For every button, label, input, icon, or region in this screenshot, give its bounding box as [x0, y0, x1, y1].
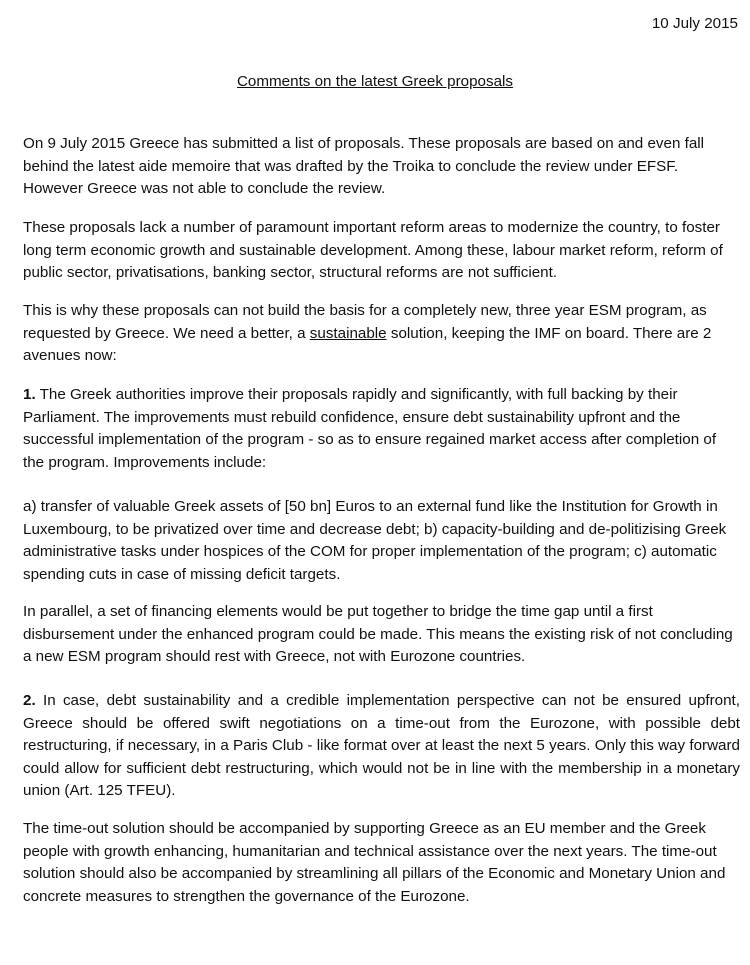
avenue-2-text: In case, debt sustainability and a credible implementation perspective can not be ensured upfront, Greece should be offered swift negotiations on a time-out from the Eurozone, with possible debt restructuring, if necessary, in a Paris Club - like format over at least the next 5 years. Only this way forward could allow for sufficient debt restructuring, which would not be in line with the membership in a monetary union (Art. 125 TFEU).	[23, 692, 740, 800]
paragraph-intro: On 9 July 2015 Greece has submitted a list of proposals. These proposals are based on and even fall behind the latest aide memoire that was drafted by the Troika to conclude the review under EFSF. However Greece was not able to conclude the review.	[23, 135, 705, 198]
document-title: Comments on the latest Greek proposals	[236, 73, 514, 90]
underlined-sustainable: sustainable	[309, 324, 387, 342]
avenue-1-number: 1.	[23, 386, 36, 403]
document-date: 10 July 2015	[651, 15, 738, 32]
paragraph-avenues-text-2: solution, keeping the IMF on board. There are 2 avenues now:	[23, 324, 712, 365]
paragraph-avenue-2	[23, 690, 740, 803]
avenue-1-text: The Greek authorities improve their proposals rapidly and significantly, with full backing by their Parliament. The improvements must rebuild confidence, ensure debt sustainability upfront and the successful implementation of the program - so as to ensure regained market access after completion of the program. Improvements include:	[23, 386, 717, 471]
paragraph-time-out: The time-out solution should be accompanied by supporting Greece as an EU member and the Greek people with growth enhancing, humanitarian and technical assistance over the next years. The time-out solution should also be accompanied by streamlining all pillars of the Economic and Monetary Union and concrete measures to strengthen the governance of the Eurozone.	[23, 820, 726, 905]
paragraph-missing-reforms: These proposals lack a number of paramount important reform areas to modernize the country, to foster long term economic growth and sustainable development. Among these, labour market reform, reform of public sector, privatisations, banking sector, structural reforms are not sufficient.	[23, 219, 723, 282]
paragraph-avenue-1	[23, 384, 740, 474]
paragraph-improvements-list: a) transfer of valuable Greek assets of [50 bn] Euros to an external fund like the Institution for Growth in Luxembourg, to be privatized over time and decrease debt; b) capacity-building and de-politizising Greek administrative tasks under hospices of the COM for proper implementation of the program; c) automatic spending cuts in case of missing deficit targets.	[23, 498, 727, 583]
paragraph-avenues-text-1: This is why these proposals can not build the basis for a completely new, three year ESM program, as requested by Greece. We need a better, a	[23, 302, 707, 342]
paragraph-avenues	[23, 300, 740, 368]
paragraph-financing: In parallel, a set of financing elements would be put together to bridge the time gap until a first disbursement under the enhanced program could be made. This means the existing risk of not concluding a new ESM program should rest with Greece, not with Eurozone countries.	[23, 603, 733, 666]
avenue-2-number: 2.	[23, 692, 36, 709]
